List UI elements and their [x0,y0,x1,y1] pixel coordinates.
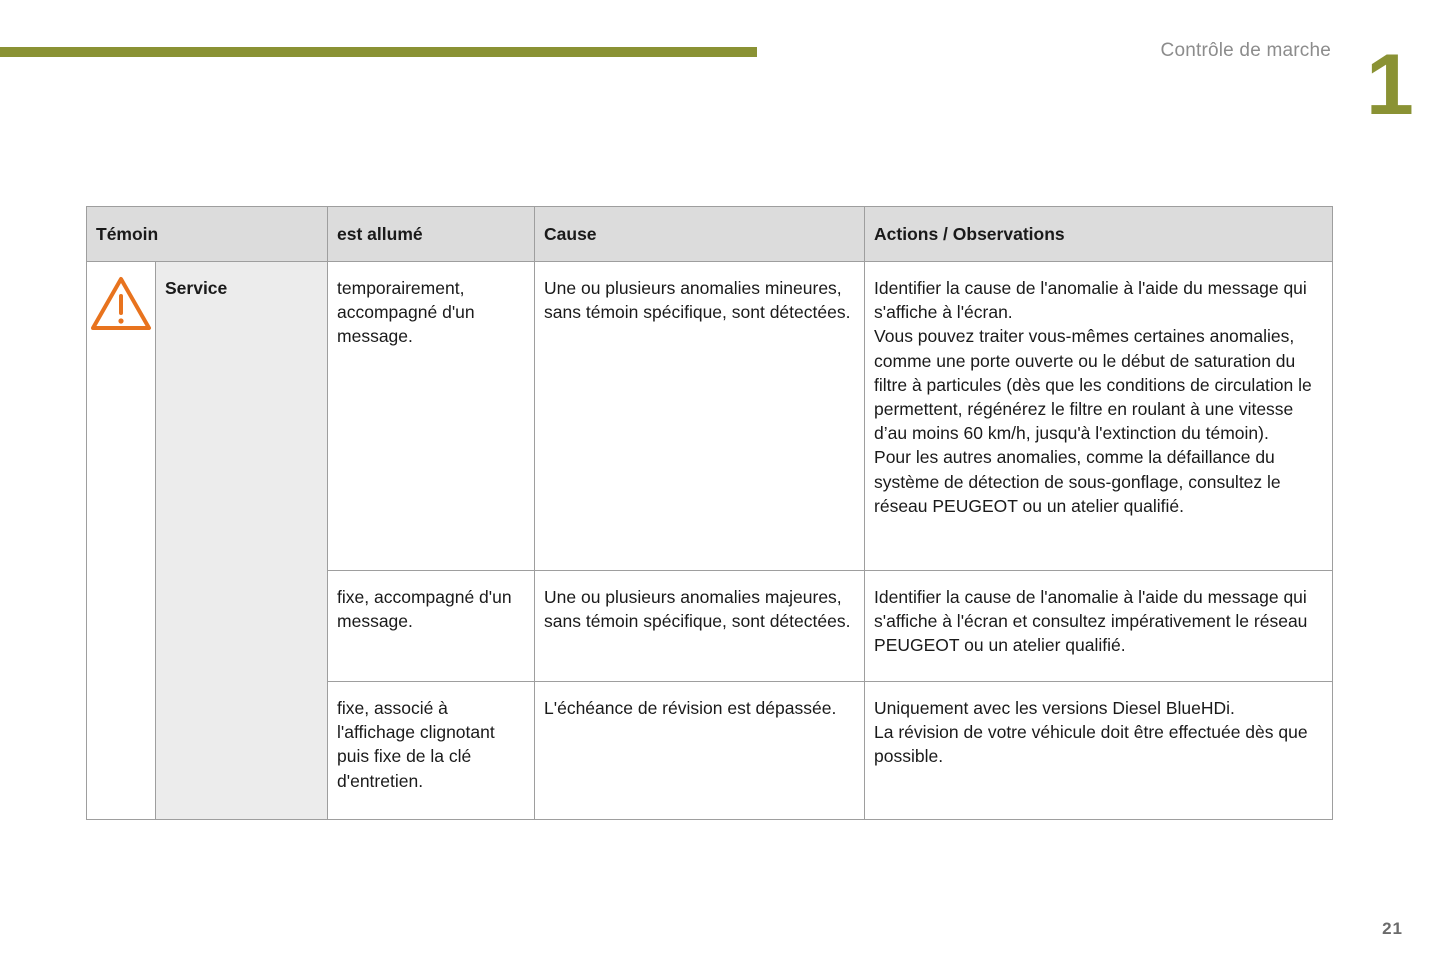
cell-actions: Identifier la cause de l'anomalie à l'aide du message qui s'affiche à l'écran. Vous pouvez traiter vous-mêmes certaines anomalies, comme une porte ouverte ou le début de saturation du filtre à particules (dès que les conditions de circulation le permettent, régénérez le filtre en roulant à une vitesse d’au moins 60 km/h, jusqu'à l'extinction du témoin). Pour les autres anomalies, comme la défaillance du système de détection de sous-gonflage, consultez le réseau PEUGEOT ou un atelier qualifié. [865,262,1333,571]
page-number: 21 [1382,919,1403,938]
cell-est-allume: fixe, associé à l'affichage clignotant puis fixe de la clé d'entretien. [328,682,535,820]
cell-actions: Uniquement avec les versions Diesel BlueHDi. La révision de votre véhicule doit être effectuée dès que possible. [865,682,1333,820]
header-actions: Actions / Observations [865,207,1333,262]
chapter-number: 1 [1366,37,1414,133]
warning-lights-table [86,206,1333,820]
indicator-icon-cell [87,262,156,820]
cell-est-allume: temporairement, accompagné d'un message. [328,262,535,571]
table-row [87,262,1333,571]
header-accent-bar [0,47,757,57]
cell-cause: Une ou plusieurs anomalies mineures, sans témoin spécifique, sont détectées. [535,262,865,571]
header-est-allume: est allumé [328,207,535,262]
warning-triangle-icon [90,276,152,332]
cell-cause: Une ou plusieurs anomalies majeures, sans témoin spécifique, sont détectées. [535,571,865,682]
cell-actions: Identifier la cause de l'anomalie à l'aide du message qui s'affiche à l'écran et consultez impérativement le réseau PEUGEOT ou un atelier qualifié. [865,571,1333,682]
header-cause: Cause [535,207,865,262]
indicator-name: Service [156,262,328,820]
header-temoin: Témoin [87,207,328,262]
section-title: Contrôle de marche [1160,40,1331,61]
cell-cause: L'échéance de révision est dépassée. [535,682,865,820]
cell-est-allume: fixe, accompagné d'un message. [328,571,535,682]
table-header-row [87,207,1333,262]
